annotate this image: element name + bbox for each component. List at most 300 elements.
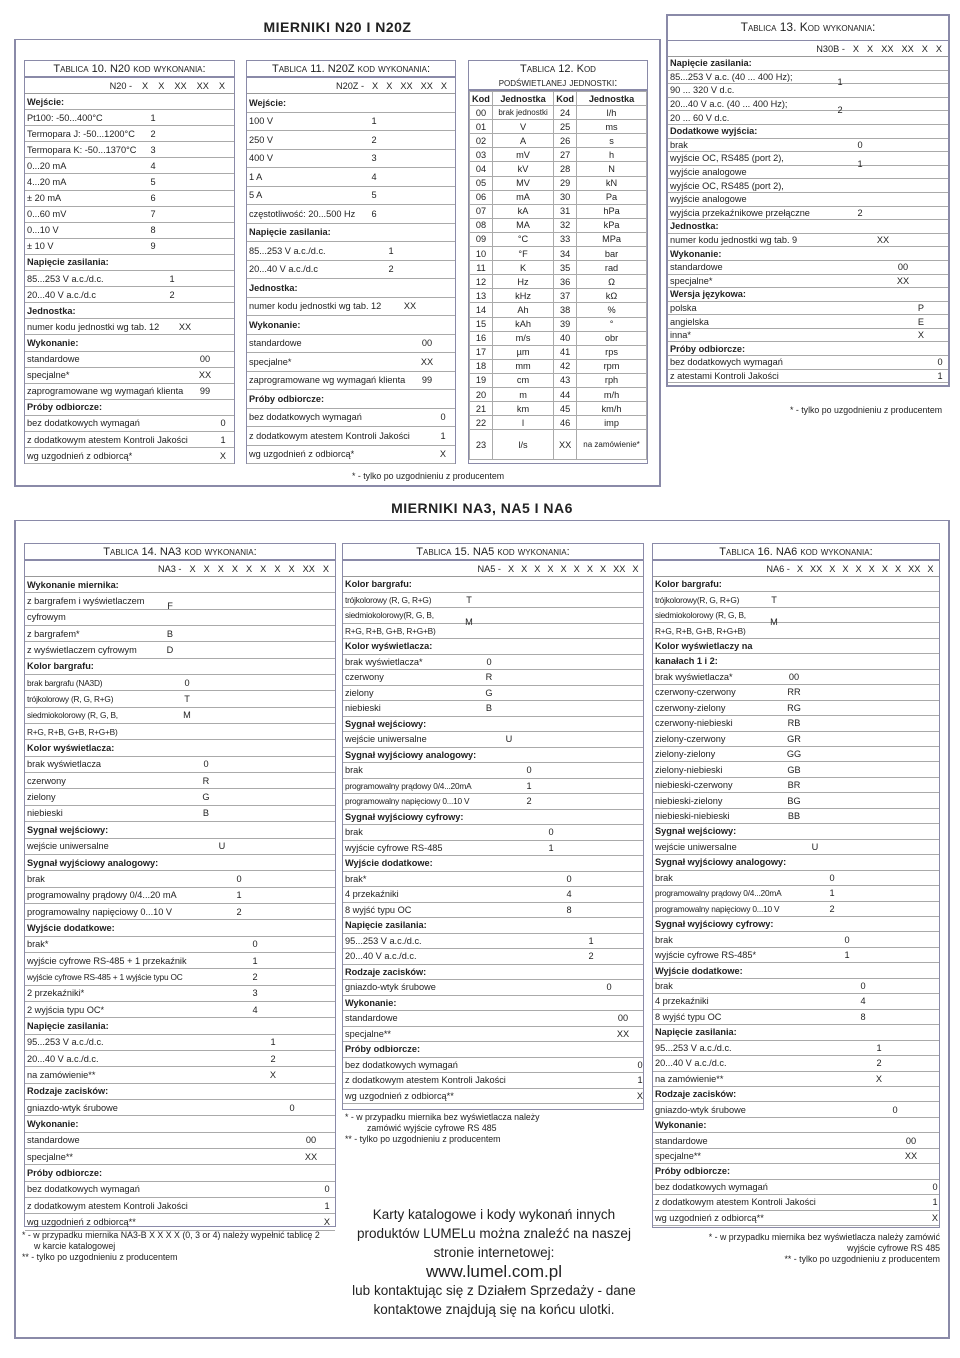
code-header: [668, 41, 948, 57]
row-label: wyjście cyfrowe RS-485 + 1 przekaźnik: [27, 955, 187, 966]
table-row: [470, 303, 647, 317]
table-section-header: [668, 247, 948, 261]
table-cell: 39: [554, 317, 577, 331]
section-na-title: MIERNIKI NA3, NA5 I NA6: [14, 493, 950, 521]
row-label: standardowe: [670, 262, 723, 273]
table-cell: 45: [554, 402, 577, 416]
table-row: [25, 352, 234, 368]
code-position: X: [507, 563, 515, 574]
table-cell: kA: [492, 204, 553, 218]
row-label: wyjście OC, RS485 (port 2),: [670, 153, 784, 164]
table-cell: l/s: [492, 430, 553, 460]
table-row: [25, 271, 234, 287]
table-row: [668, 152, 948, 166]
table-row: [25, 368, 234, 384]
row-code: XX: [178, 321, 192, 332]
row-code: 00: [305, 1135, 317, 1146]
row-code: 1: [388, 245, 394, 256]
row-code: 3: [252, 988, 258, 999]
table-section-header: [247, 279, 455, 298]
table-cell: 33: [554, 232, 577, 246]
row-label: z dodatkowym atestem Kontroli Jakości: [27, 434, 188, 445]
row-code: 0: [324, 1184, 330, 1195]
row-label: gniazdo-wtyk śrubowe: [345, 982, 436, 993]
table-row: [653, 670, 939, 685]
row-code: 0: [932, 1181, 938, 1192]
table-row: [668, 356, 948, 370]
row-label: Sygnał wejściowy:: [655, 826, 737, 837]
table-section-header: [25, 1165, 335, 1181]
table-section-header: [343, 856, 643, 872]
table-cell: 26: [554, 134, 577, 148]
row-label: numer kodu jednostki wg tab. 9: [670, 235, 798, 246]
row-label: 20...40 V a.c./d.c.: [27, 1053, 99, 1064]
row-label: czerwony: [345, 672, 384, 683]
row-label: niebieski: [27, 808, 63, 819]
row-label: siedmiokolorowy (R, G, B,: [655, 610, 746, 621]
row-label: Wersja językowa:: [670, 289, 746, 300]
row-label: angielska: [670, 316, 709, 327]
row-code: RG: [787, 702, 801, 713]
table-row: [25, 448, 234, 464]
row-label: niebieski-zielony: [655, 795, 723, 806]
table-cell: Ah: [492, 303, 553, 317]
row-code: 2: [837, 105, 843, 115]
row-code: XX: [876, 235, 890, 246]
table-row: [25, 207, 234, 223]
units-table: [469, 91, 647, 460]
row-label: Wyjście dodatkowe:: [655, 965, 743, 976]
table-row: [470, 176, 647, 190]
table-row: [470, 317, 647, 331]
code-position: X: [231, 563, 239, 574]
table-row: [343, 624, 643, 640]
row-label: 250 V: [249, 134, 274, 145]
table-cell: V: [492, 120, 553, 134]
table-row: [470, 148, 647, 162]
code-header: [653, 561, 939, 577]
row-label: siedmiokolorowy(R, G, B,: [345, 610, 434, 621]
row-label: brak bargrafu (NA3D): [27, 677, 103, 688]
table-section-header: [343, 639, 643, 655]
table-row: [653, 1056, 939, 1071]
table-row: [247, 168, 455, 187]
row-code: 00: [788, 671, 800, 682]
table-cell: 04: [470, 162, 493, 176]
table-cell: m/h: [577, 387, 647, 401]
table-section-header: [25, 577, 335, 593]
row-label: 2 przekaźniki*: [27, 988, 85, 999]
row-label: Próby odbiorcze:: [655, 1166, 731, 1177]
table-row: [470, 345, 647, 359]
website-link[interactable]: www.lumel.com.pl: [425, 1262, 563, 1281]
promo-line: kontaktowe znajdują się na końcu ulotki.: [373, 1302, 615, 1317]
table-row: [343, 887, 643, 903]
row-label: wyjście analogowe: [670, 194, 747, 205]
row-code: 0: [220, 418, 226, 429]
table-row: [343, 841, 643, 857]
table-cell: 25: [554, 120, 577, 134]
row-code: 1: [857, 159, 863, 169]
table-cell: kAh: [492, 317, 553, 331]
row-label: wejście uniwersalne: [345, 734, 427, 745]
code-position: X: [521, 563, 528, 574]
row-label: 95...253 V a.c./d.c.: [345, 935, 422, 946]
row-label: z dodatkowym atestem Kontroli Jakości: [345, 1075, 506, 1086]
promo-line: lub kontaktując się z Działem Sprzedaży - dane: [352, 1283, 636, 1298]
table-row: [25, 986, 335, 1002]
row-label: Kolor bargrafu:: [655, 579, 722, 590]
table-section-header: [653, 654, 939, 669]
row-code: 8: [860, 1011, 866, 1022]
table-row: [25, 287, 234, 303]
row-code: 2: [876, 1058, 882, 1069]
table-section-header: [653, 917, 939, 932]
table-cell: m: [492, 387, 553, 401]
table-cell: kHz: [492, 289, 553, 303]
code-position: X: [632, 563, 639, 574]
row-label: Sygnał wyjściowy cyfrowy:: [655, 919, 774, 930]
code-position: X: [842, 563, 849, 574]
table-cell: 46: [554, 416, 577, 430]
row-label: siedmiokolorowy (R, G, B,: [27, 710, 118, 721]
table-row: [25, 1214, 335, 1230]
row-label: 1 A: [249, 171, 263, 182]
row-code: 0: [203, 759, 209, 770]
table-cell: Ω: [577, 275, 647, 289]
table-row: [25, 158, 234, 174]
code-position: X: [142, 80, 149, 91]
row-code: R: [202, 775, 210, 786]
table-11-n20z: [246, 60, 456, 464]
row-code: 1: [829, 888, 835, 899]
row-label: 8 wyjść typu OC: [345, 904, 412, 915]
table-13-n30b: [668, 41, 948, 385]
row-code: 0: [566, 873, 572, 884]
table-row: [470, 190, 647, 204]
table-cell: µm: [492, 345, 553, 359]
table-cell: 36: [554, 275, 577, 289]
row-label: Jednostka:: [670, 221, 719, 232]
table-section-header: [653, 1164, 939, 1179]
row-label: brak wyświetlacza*: [345, 656, 423, 667]
row-label: niebieski: [345, 703, 381, 714]
row-label: standardowe: [345, 1013, 398, 1024]
table-section-header: [343, 717, 643, 733]
table-cell: 15: [470, 317, 493, 331]
row-label: Wejście:: [249, 97, 287, 108]
row-label: gniazdo-wtyk śrubowe: [27, 1102, 118, 1113]
table-10-n20: [24, 60, 235, 464]
table-row: [653, 685, 939, 700]
promo-line: produktów LUMELu można znaleźć na naszej: [357, 1226, 631, 1241]
row-label: programowalny napięciowy 0...10 V: [27, 906, 173, 917]
row-label: trójkolorowy (R, G, R+G): [27, 694, 114, 705]
code-position: NA3 -: [157, 563, 182, 574]
table-row: [653, 716, 939, 731]
row-label: Wykonanie:: [249, 319, 301, 330]
row-label: 85...253 V a.c. (40 ... 400 Hz);: [670, 71, 793, 82]
table-row: [470, 275, 647, 289]
row-label: trójkolorowy(R, G, R+G): [655, 594, 740, 605]
row-label: 5 A: [249, 190, 263, 201]
code-header: [343, 561, 643, 577]
row-code: 1: [876, 1042, 882, 1053]
column-header: Kod: [470, 92, 493, 106]
table-14-footnote: * - w przypadku miernika NA3-B X X X X (0, 3 or 4) należy wypełnić tablicę 2 w karcie katalogowej ** - tylko po uzgodnieniu z producentem: [22, 1230, 320, 1262]
table-row: [668, 166, 948, 180]
table-row: [343, 593, 643, 609]
table-cell: K: [492, 261, 553, 275]
table-section-header: [668, 125, 948, 139]
table-row: [247, 335, 455, 354]
row-code: 0: [860, 981, 866, 991]
table-row: [25, 904, 335, 920]
table-cell: na zamówienie*: [577, 430, 647, 460]
row-label: z dodatkowym atestem Kontroli Jakości: [27, 1200, 188, 1211]
row-code: 0: [548, 827, 554, 838]
code-position: X: [560, 563, 567, 574]
row-code: 0: [637, 1059, 643, 1070]
row-label: Sygnał wyjściowy analogowy:: [345, 749, 477, 760]
row-label: wg uzgodnień z odbiorcą**: [655, 1212, 764, 1223]
row-code: 0: [857, 139, 863, 150]
table-row: [653, 1133, 939, 1148]
table-row: [343, 655, 643, 671]
code-position: X: [440, 80, 447, 91]
row-code: 1: [548, 842, 554, 853]
row-label: kanałach 1 i 2:: [655, 656, 718, 667]
row-code: X: [875, 1073, 883, 1084]
row-code: 2: [252, 971, 258, 982]
table-cell: 38: [554, 303, 577, 317]
row-label: wyjście cyfrowe RS-485: [345, 842, 443, 853]
row-label: 20...40 V a.c./d.c: [27, 289, 96, 300]
row-label: Wykonanie:: [655, 1120, 707, 1131]
row-label: z dodatkowym atestem Kontroli Jakości: [249, 430, 410, 441]
table-row: [25, 223, 234, 239]
code-position: XX: [901, 43, 914, 54]
table-section-header: [653, 963, 939, 978]
table-section-header: [653, 855, 939, 870]
table-cell: m/s: [492, 331, 553, 345]
table-section-header: [653, 824, 939, 839]
table-cell: 08: [470, 218, 493, 232]
table-section-header: [343, 810, 643, 826]
table-row: [470, 134, 647, 148]
table-section-header: [25, 855, 335, 871]
row-code: 0: [486, 656, 492, 667]
row-label: standardowe: [27, 354, 80, 365]
table-row: [343, 779, 643, 795]
row-code: XX: [304, 1151, 318, 1162]
row-code: T: [184, 694, 190, 705]
row-code: 9: [150, 241, 156, 252]
table-row: [25, 319, 234, 335]
table-cell: 09: [470, 232, 493, 246]
table-cell: kPa: [577, 218, 647, 232]
table-cell: bar: [577, 247, 647, 261]
code-position: X: [894, 563, 902, 574]
row-label: czerwony: [27, 775, 66, 786]
row-label: Termopara K: -50...1370°C: [27, 144, 137, 155]
row-code: 00: [617, 1013, 629, 1024]
table-row: [470, 204, 647, 218]
table-cell: mV: [492, 148, 553, 162]
row-label: czerwony-czerwony: [655, 687, 736, 698]
row-code: GR: [787, 733, 801, 744]
table-cell: mm: [492, 359, 553, 373]
row-label: Wejście:: [27, 96, 65, 107]
table-row: [470, 162, 647, 176]
table-section-header: [653, 1025, 939, 1040]
table-section-header: [247, 224, 455, 243]
table-section-header: [247, 390, 455, 409]
table-section-header: [668, 220, 948, 234]
table-section-header: [653, 1087, 939, 1102]
table-cell: 07: [470, 204, 493, 218]
row-code: 1: [932, 1197, 938, 1208]
table-cell: °: [577, 317, 647, 331]
table-row: [343, 1089, 643, 1105]
table-row: [343, 608, 643, 624]
table-row: [343, 763, 643, 779]
table-row: [668, 98, 948, 112]
table-cell: kV: [492, 162, 553, 176]
table-row: [470, 416, 647, 430]
row-code: 3: [150, 144, 156, 155]
table-cell: 17: [470, 345, 493, 359]
row-code: U: [811, 841, 819, 852]
row-code: 2: [270, 1053, 276, 1064]
table-row: [653, 1211, 939, 1226]
t14-title: Tablica 14. NA3 kod wykonania:: [25, 544, 335, 561]
row-label: specjalne**: [27, 1151, 73, 1162]
table-row: [343, 872, 643, 888]
code-position: X: [322, 563, 329, 574]
code-header: [25, 78, 234, 94]
table-cell: 06: [470, 190, 493, 204]
table-row: [470, 387, 647, 401]
table-row: [25, 126, 234, 142]
table-row: [25, 969, 335, 985]
table-row: [25, 1051, 335, 1067]
row-label: specjalne**: [345, 1028, 391, 1039]
code-position: X: [921, 43, 928, 54]
row-label: 95...253 V a.c./d.c.: [27, 1037, 104, 1048]
row-label: specjalne**: [655, 1150, 701, 1161]
table-cell: 41: [554, 345, 577, 359]
table-section-header: [653, 639, 939, 654]
table-section-header: [653, 1118, 939, 1133]
code-position: X: [927, 563, 934, 574]
table-row: [25, 773, 335, 789]
table-12-units: [468, 60, 648, 464]
row-label: wg uzgodnień z odbiorcą*: [249, 449, 355, 460]
row-label: standardowe: [249, 338, 302, 349]
table-row: [247, 205, 455, 224]
table-row: [25, 888, 335, 904]
row-code: 2: [388, 264, 394, 275]
row-label: z bargrafem i wyświetlaczem: [27, 596, 145, 607]
row-label: bez dodatkowych wymagań: [345, 1059, 458, 1070]
row-code: 1: [236, 890, 242, 901]
table-row: [668, 329, 948, 343]
table-cell: 12: [470, 275, 493, 289]
row-label: brak: [655, 934, 673, 945]
row-code: U: [505, 734, 513, 745]
row-code: 4: [150, 160, 156, 171]
table-row: [668, 207, 948, 221]
row-label: zielony-czerwony: [655, 733, 726, 744]
table-cell: 29: [554, 176, 577, 190]
row-code: 0: [184, 677, 190, 688]
row-label: Rodzaje zacisków:: [27, 1086, 109, 1097]
table-cell: °F: [492, 247, 553, 261]
row-code: G: [485, 687, 493, 698]
table-row: [25, 110, 234, 126]
table-row: [247, 150, 455, 169]
row-label: zielony-zielony: [655, 749, 716, 760]
row-label: Sygnał wyjściowy analogowy:: [27, 857, 159, 868]
row-label: 8 wyjść typu OC: [655, 1011, 722, 1022]
table-row: [653, 778, 939, 793]
table-row: [25, 1149, 335, 1165]
row-label: standardowe: [27, 1135, 80, 1146]
table-row: [653, 840, 939, 855]
table-row: [343, 670, 643, 686]
row-code: 1: [637, 1075, 643, 1086]
row-code: 1: [844, 950, 850, 961]
table-section-header: [247, 316, 455, 335]
table-row: [668, 193, 948, 207]
row-code: 8: [566, 904, 572, 915]
table-row: [343, 1058, 643, 1074]
row-code: 4: [566, 889, 572, 900]
code-position: XX: [908, 563, 921, 574]
row-label: brak: [670, 139, 688, 150]
table-cell: Hz: [492, 275, 553, 289]
table-11-footnote: * - tylko po uzgodnieniu z producentem: [352, 471, 505, 481]
table-cell: 13: [470, 289, 493, 303]
row-label: Wykonanie:: [27, 1119, 79, 1130]
table-13-title: Tablica 13. Kod wykonania:: [666, 14, 950, 41]
row-code: 3: [371, 153, 377, 164]
table-section-header: [247, 94, 455, 113]
row-label: 20...40 V a.c. (40 ... 400 Hz);: [670, 99, 788, 110]
row-code: 99: [199, 386, 211, 397]
row-code: 00: [905, 1135, 917, 1146]
table-cell: km: [492, 402, 553, 416]
table-row: [25, 839, 335, 855]
row-label: Napięcie zasilania:: [345, 920, 427, 931]
row-label: wyjście cyfrowe RS-485*: [655, 950, 757, 961]
table-cell: 02: [470, 134, 493, 148]
table-row: [668, 84, 948, 98]
row-code: 1: [371, 116, 377, 127]
table-row: [25, 1067, 335, 1083]
row-label: Wykonanie:: [670, 248, 722, 259]
code-position: X: [217, 563, 224, 574]
table-section-header: [343, 996, 643, 1012]
row-code: X: [219, 450, 227, 461]
row-label: zaprogramowane wg wymagań klienta: [27, 386, 184, 397]
table-row: [247, 298, 455, 317]
row-code: 0: [252, 939, 258, 950]
table-section-header: [25, 303, 234, 319]
row-label: Kolor wyświetlacza:: [345, 641, 433, 652]
row-label: bez dodatkowych wymagań: [27, 418, 140, 429]
